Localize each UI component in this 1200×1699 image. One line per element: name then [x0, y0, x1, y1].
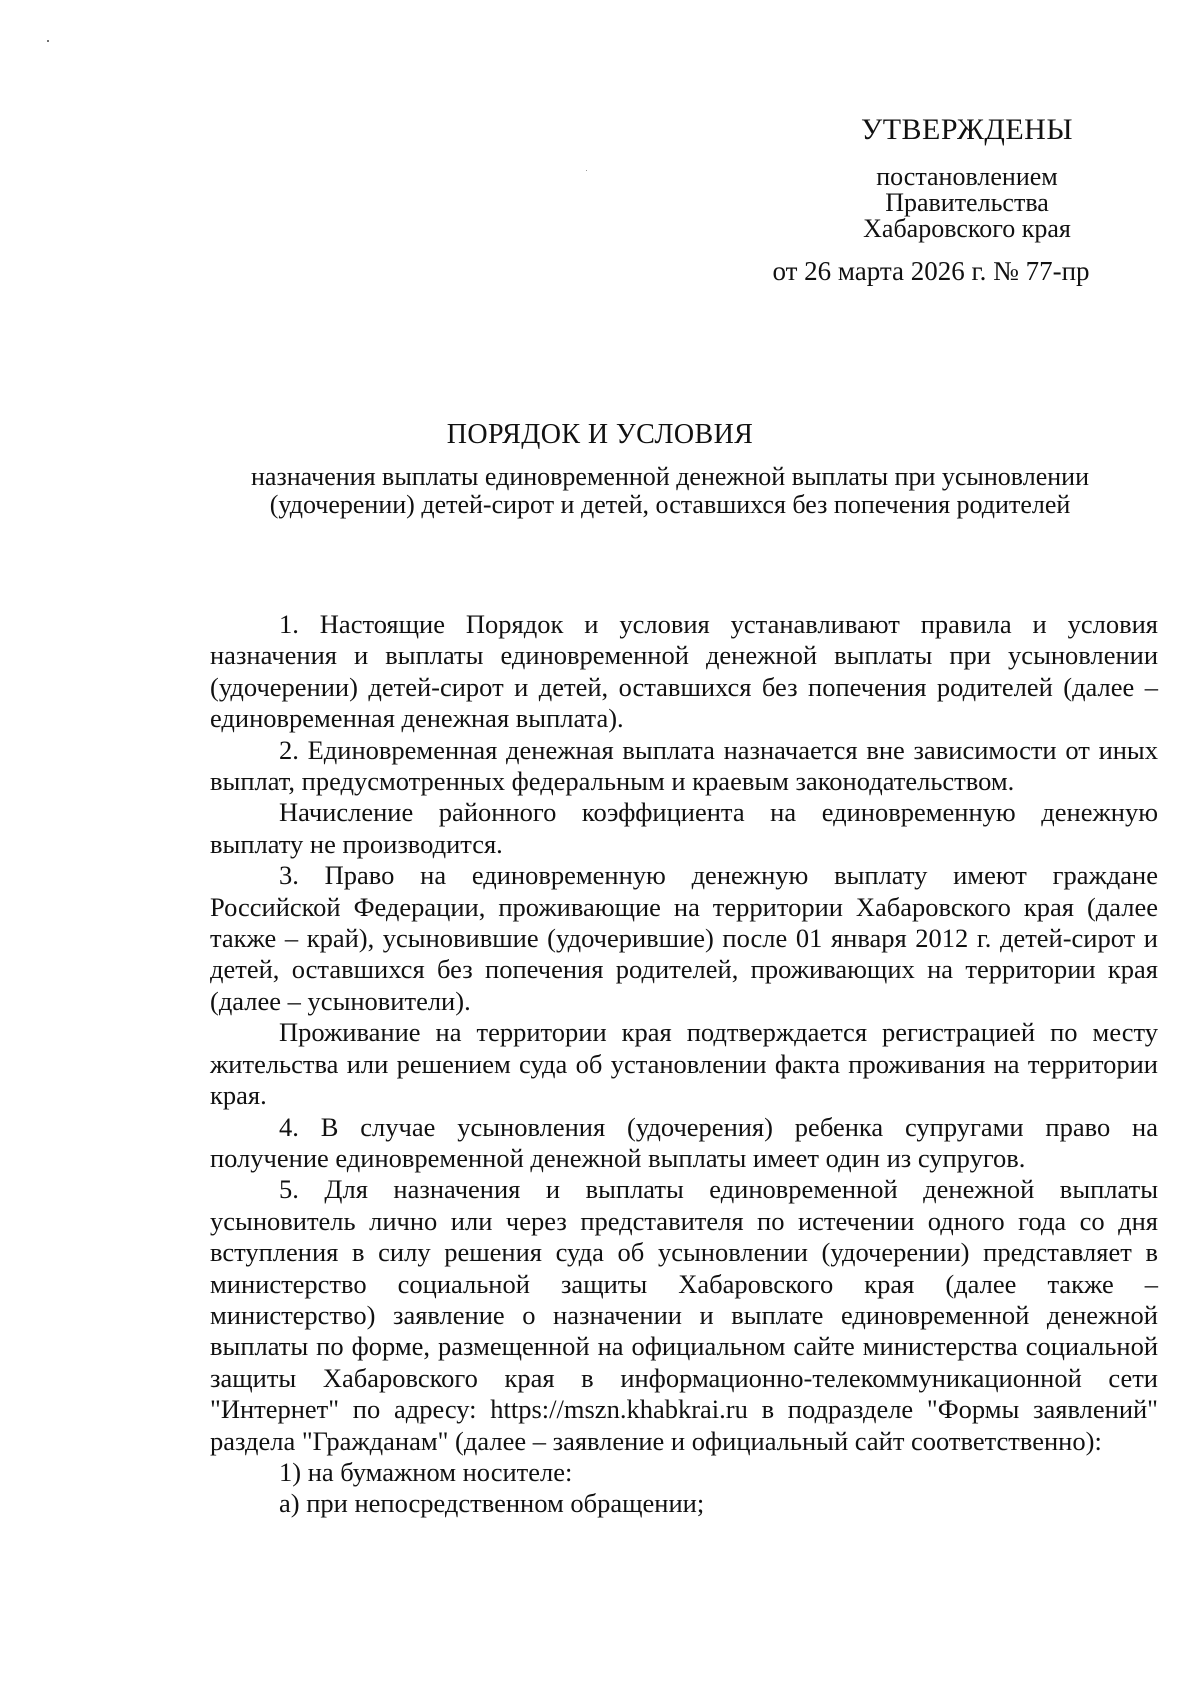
approval-heading: УТВЕРЖДЕНЫ: [860, 113, 1074, 146]
paragraph: 5. Для назначения и выплаты единовременной денежной выплаты усыновитель лично или через представителя по истечении одного года со дня вступления в силу решения суда об усыновлении (удочерении) представляет в министерство социальной защиты Хабаровского края (далее также – министерство) заявление о назначении и выплате единовременной денежной выплаты по форме, размещенной на официальном сайте министерства социальной защиты Хабаровского края в информационно-телекоммуникационной сети "Интернет" по адресу: https://mszn.khabkrai.ru в подразделе "Формы заявлений" раздела "Гражданам" (далее – заявление и официальный сайт соответственно):: [210, 1174, 1158, 1456]
approval-line: постановлением: [876, 162, 1058, 191]
document-body: [210, 609, 1158, 1520]
paragraph: 4. В случае усыновления (удочерения) ребенка супругами право на получение единовременной денежной выплаты имеет один из супругов.: [210, 1111, 1158, 1173]
approval-date: от 26 марта 2026 г. № 77-пр: [772, 256, 1090, 286]
scan-speck: [586, 170, 587, 171]
document-title: ПОРЯДОК И УСЛОВИЯ: [446, 419, 754, 450]
paragraph: Проживание на территории края подтверждается регистрацией по месту жительства или решением суда об установлении факта проживания на территории края.: [210, 1017, 1158, 1111]
approval-line: Правительства: [885, 188, 1049, 217]
paragraph: Начисление районного коэффициента на единовременную денежную выплату не производится.: [210, 797, 1158, 859]
paragraph: 3. Право на единовременную денежную выплату имеют граждане Российской Федерации, проживающие на территории Хабаровского края (далее также – край), усыновившие (удочерившие) после 01 января 2012 г. детей-сирот и детей, оставшихся без попечения родителей, проживающих на территории края (далее – усыновители).: [210, 860, 1158, 1016]
approval-block: [740, 112, 1160, 286]
paragraph: а) при непосредственном обращении;: [279, 1488, 705, 1519]
paragraph: 1. Настоящие Порядок и условия устанавливают правила и условия назначения и выплаты единовременной денежной выплаты при усыновлении (удочерении) детей-сирот и детей, оставшихся без попечения родителей (далее – единовременная денежная выплата).: [210, 609, 1158, 734]
approval-line: Хабаровского края: [863, 214, 1071, 243]
scan-speck: [47, 40, 49, 42]
paragraph: 1) на бумажном носителе:: [279, 1456, 573, 1487]
paragraph: 2. Единовременная денежная выплата назначается вне зависимости от иных выплат, предусмотренных федеральным и краевым законодательством.: [210, 734, 1158, 797]
document-subtitle: назначения выплаты единовременной денежной выплаты при усыновлении (удочерении) детей-сирот и детей, оставшихся без попечения родителей: [251, 462, 1089, 519]
